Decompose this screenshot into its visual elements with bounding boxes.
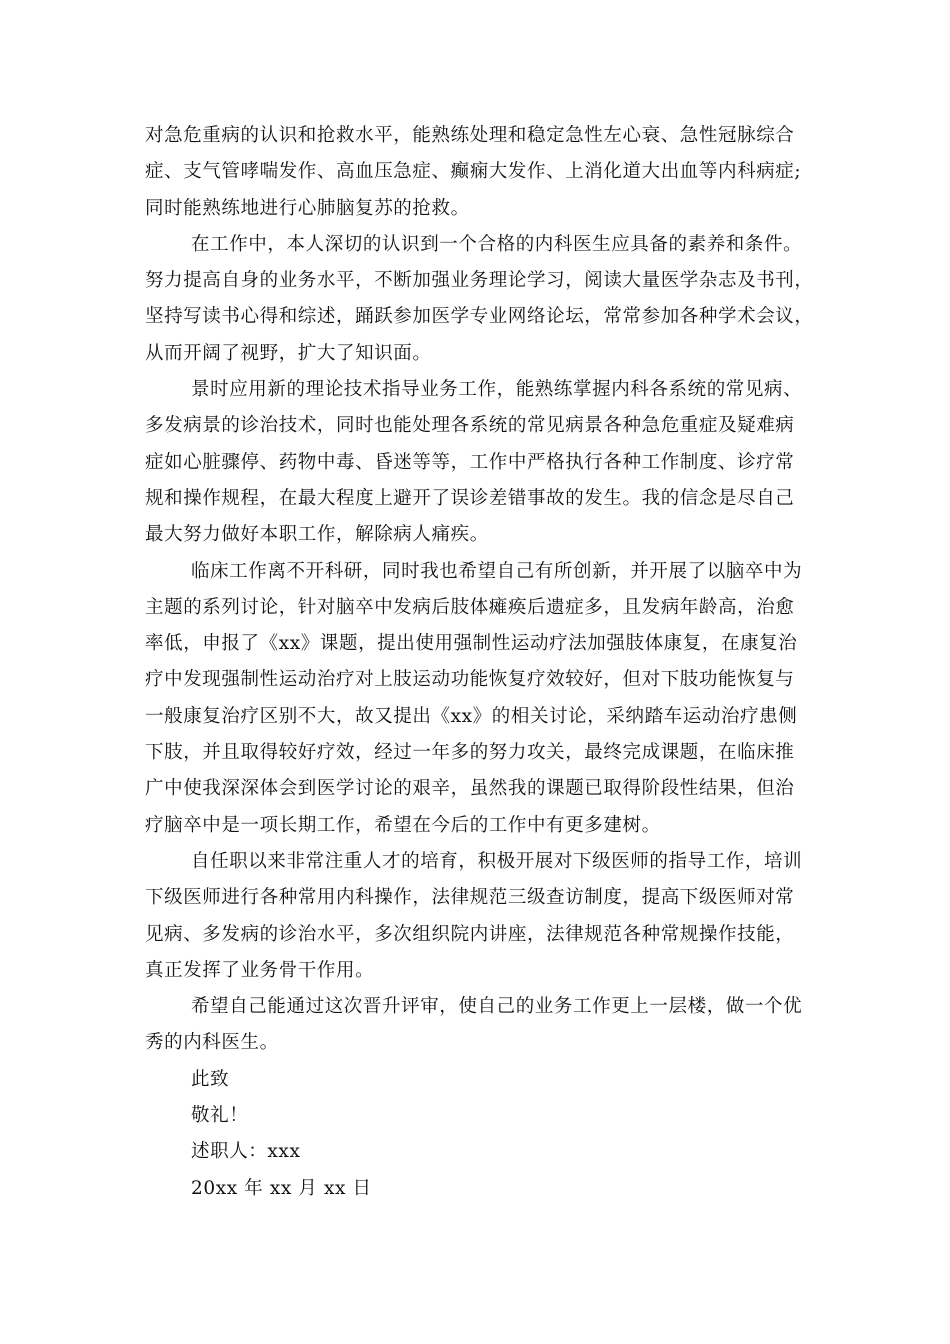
text-line: 下肢，并且取得较好疗效，经过一年多的努力攻关，最终完成课题，在临床推 bbox=[145, 742, 795, 764]
text-line: 坚持写读书心得和综述，踊跃参加医学专业网络论坛，常常参加各种学术会议， bbox=[145, 306, 814, 328]
text-line: 临床工作离不开科研，同时我也希望自己有所创新，并开展了以脑卒中为 bbox=[191, 560, 803, 582]
text-line: 见病、多发病的诊治水平，多次组织院内讲座，法律规范各种常规操作技能， bbox=[145, 923, 795, 945]
text-line: 景时应用新的理论技术指导业务工作，能熟练掌握内科各系统的常见病、 bbox=[191, 379, 803, 401]
text-line: 努力提高自身的业务水平，不断加强业务理论学习，阅读大量医学杂志及书刊， bbox=[145, 270, 814, 292]
text-line: 广中使我深深体会到医学讨论的艰辛，虽然我的课题已取得阶段性结果，但治 bbox=[145, 778, 795, 800]
document-body bbox=[145, 118, 814, 1062]
text-line: 最大努力做好本职工作，解除病人痛疾。 bbox=[145, 524, 489, 546]
text-line: 多发病景的诊治技术，同时也能处理各系统的常见病景各种急危重症及疑难病 bbox=[145, 415, 795, 437]
text-line: 从而开阔了视野，扩大了知识面。 bbox=[145, 342, 432, 364]
text-line: 秀的内科医生。 bbox=[145, 1032, 279, 1054]
text-line: 自任职以来非常注重人才的培育，积极开展对下级医师的指导工作，培训 bbox=[191, 850, 803, 872]
text-line: 率低，申报了《xx》课题，提出使用强制性运动疗法加强肢体康复，在康复治 bbox=[145, 633, 798, 655]
text-line: 症、支气管哮喘发作、高血压急症、癫痫大发作、上消化道大出血等内科病症; bbox=[145, 161, 802, 183]
text-line: 在工作中，本人深切的认识到一个合格的内科医生应具备的素养和条件。 bbox=[191, 233, 803, 255]
document-page bbox=[145, 118, 814, 1207]
text-line: 对急危重病的认识和抢救水平，能熟练处理和稳定急性左心衰、急性冠脉综合 bbox=[145, 125, 795, 146]
text-line: 症如心脏骤停、药物中毒、昏迷等等，工作中严格执行各种工作制度、诊疗常 bbox=[145, 451, 795, 473]
text-line: 希望自己能通过这次晋升评审，使自己的业务工作更上一层楼，做一个优 bbox=[191, 996, 803, 1018]
document-date: 20xx 年 xx 月 xx 日 bbox=[191, 1177, 372, 1199]
author-signature: 述职人：xxx bbox=[191, 1141, 301, 1163]
closing-regards: 敬礼！ bbox=[191, 1105, 249, 1127]
text-line: 主题的系列讨论，针对脑卒中发病后肢体瘫痪后遗症多，且发病年龄高，治愈 bbox=[145, 596, 795, 618]
text-line: 下级医师进行各种常用内科操作，法律规范三级查访制度，提高下级医师对常 bbox=[145, 887, 795, 909]
text-line: 一般康复治疗区别不大，故又提出《xx》的相关讨论，采纳踏车运动治疗患侧 bbox=[145, 705, 798, 727]
closing-salutation: 此致 bbox=[191, 1068, 230, 1090]
text-line: 同时能熟练地进行心肺脑复苏的抢救。 bbox=[145, 197, 470, 219]
text-line: 疗中发现强制性运动治疗对上肢运动功能恢复疗效较好，但对下肢功能恢复与 bbox=[145, 669, 795, 691]
text-line: 真正发挥了业务骨干作用。 bbox=[145, 959, 375, 981]
text-line: 规和操作规程，在最大程度上避开了误诊差错事故的发生。我的信念是尽自己 bbox=[145, 487, 795, 509]
text-line: 疗脑卒中是一项长期工作，希望在今后的工作中有更多建树。 bbox=[145, 814, 661, 836]
